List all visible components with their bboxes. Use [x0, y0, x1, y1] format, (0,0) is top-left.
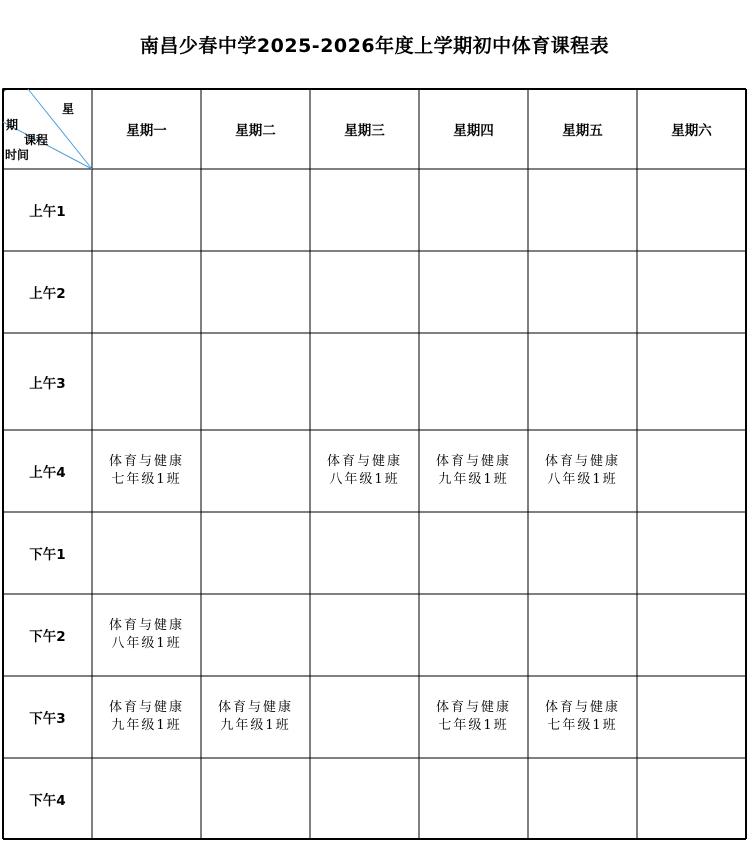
empty-slot — [528, 333, 637, 430]
course-class: 八年级1班 — [111, 636, 182, 651]
corner-day-label-a: 星 — [62, 102, 75, 116]
period-label: 下午3 — [29, 711, 66, 727]
day-header: 星期三 — [344, 123, 385, 139]
empty-slot — [92, 758, 201, 839]
empty-slot — [637, 169, 746, 251]
course-subject: 体育与健康 — [435, 454, 511, 469]
course-subject: 体育与健康 — [108, 454, 184, 469]
empty-slot — [201, 512, 310, 594]
day-header: 星期六 — [671, 123, 712, 139]
period-label: 下午2 — [29, 629, 66, 645]
class-entry — [419, 430, 528, 512]
class-entry — [528, 430, 637, 512]
course-class: 九年级1班 — [220, 718, 291, 733]
empty-slot — [637, 758, 746, 839]
empty-slot — [92, 169, 201, 251]
empty-slot — [419, 594, 528, 676]
course-subject: 体育与健康 — [108, 618, 184, 633]
course-class: 七年级1班 — [111, 472, 182, 487]
empty-slot — [419, 169, 528, 251]
empty-slot — [92, 251, 201, 333]
empty-slot — [310, 333, 419, 430]
class-entry — [201, 676, 310, 758]
course-subject: 体育与健康 — [217, 700, 293, 715]
course-class: 七年级1班 — [547, 718, 618, 733]
period-label: 下午4 — [29, 792, 66, 809]
class-entry — [92, 676, 201, 758]
empty-slot — [637, 594, 746, 676]
empty-slot — [528, 251, 637, 333]
empty-slot — [92, 512, 201, 594]
empty-slot — [310, 251, 419, 333]
corner-diagonal-line — [28, 89, 92, 169]
empty-slot — [201, 169, 310, 251]
empty-slot — [201, 251, 310, 333]
empty-slot — [201, 430, 310, 512]
course-subject: 体育与健康 — [108, 700, 184, 715]
course-subject: 体育与健康 — [326, 454, 402, 469]
course-class: 七年级1班 — [438, 718, 509, 733]
course-subject: 体育与健康 — [544, 700, 620, 715]
day-header: 星期一 — [126, 123, 167, 139]
empty-slot — [637, 676, 746, 758]
class-entry — [92, 594, 201, 676]
course-subject: 体育与健康 — [544, 454, 620, 469]
corner-course-label: 课程 — [24, 133, 49, 147]
course-subject: 体育与健康 — [435, 700, 511, 715]
corner-day-label-b: 期 — [6, 118, 19, 132]
empty-slot — [310, 676, 419, 758]
class-entry — [419, 676, 528, 758]
empty-slot — [637, 512, 746, 594]
empty-slot — [201, 333, 310, 430]
period-label: 上午1 — [29, 204, 66, 220]
class-entry — [310, 430, 419, 512]
period-label: 上午3 — [29, 375, 66, 392]
empty-slot — [419, 251, 528, 333]
empty-slot — [528, 594, 637, 676]
empty-slot — [528, 758, 637, 839]
empty-slot — [419, 333, 528, 430]
empty-slot — [310, 758, 419, 839]
empty-slot — [528, 169, 637, 251]
course-class: 八年级1班 — [547, 472, 618, 487]
course-class: 八年级1班 — [329, 472, 400, 487]
empty-slot — [419, 758, 528, 839]
empty-slot — [637, 430, 746, 512]
empty-slot — [637, 333, 746, 430]
period-label: 上午2 — [29, 286, 66, 302]
empty-slot — [528, 512, 637, 594]
page-title: 南昌少春中学2025-2026年度上学期初中体育课程表 — [139, 34, 610, 57]
day-header: 星期五 — [562, 123, 603, 139]
class-entry — [92, 430, 201, 512]
class-entry — [528, 676, 637, 758]
empty-slot — [637, 251, 746, 333]
empty-slot — [310, 594, 419, 676]
empty-slot — [310, 512, 419, 594]
period-label: 下午1 — [29, 547, 66, 563]
course-class: 九年级1班 — [111, 718, 182, 733]
empty-slot — [419, 512, 528, 594]
corner-time-label: 时间 — [5, 148, 30, 162]
empty-slot — [201, 594, 310, 676]
period-label: 上午4 — [29, 465, 66, 481]
day-header: 星期二 — [235, 123, 276, 139]
empty-slot — [92, 333, 201, 430]
empty-slot — [310, 169, 419, 251]
course-class: 九年级1班 — [438, 472, 509, 487]
empty-slot — [201, 758, 310, 839]
day-header: 星期四 — [453, 123, 494, 139]
